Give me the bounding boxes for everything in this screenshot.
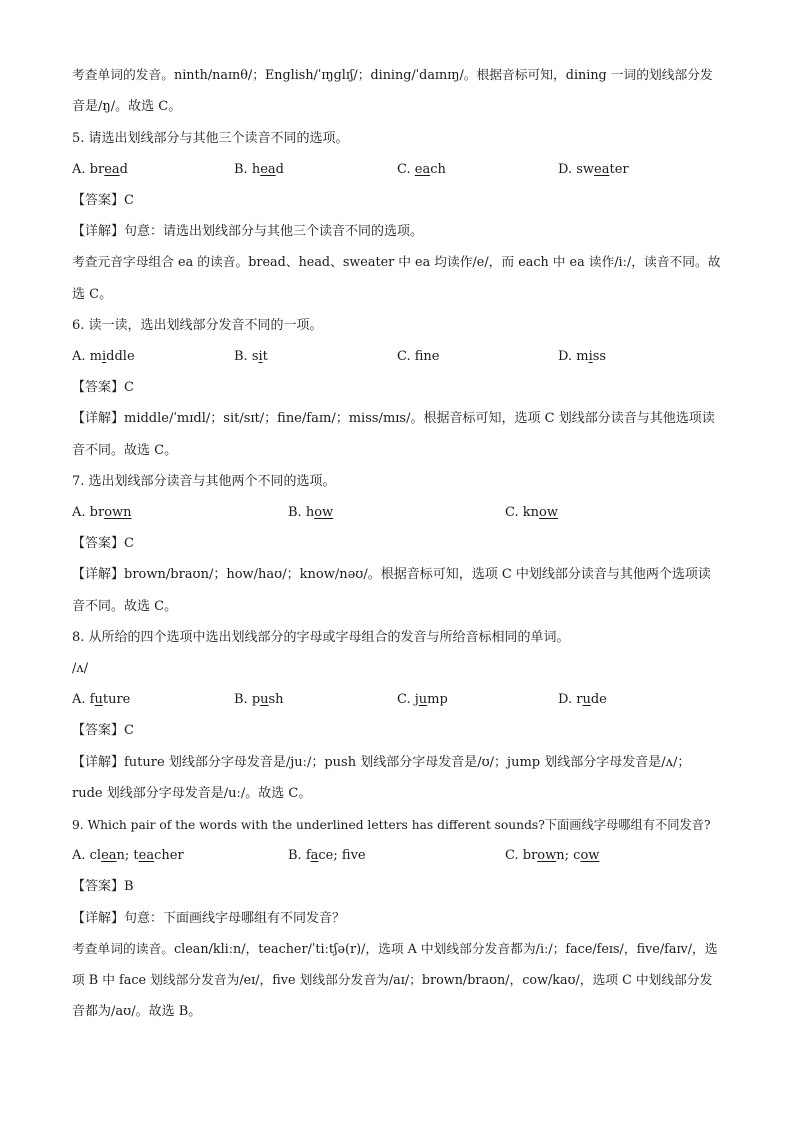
q7-option-c[interactable]: C. know: [505, 505, 558, 520]
q7-option-a[interactable]: A. brown: [72, 505, 132, 520]
q8-explanation-1: 【详解】future 划线部分字母发音是/juː/；push 划线部分字母发音是/ʊ/；jump 划线部分字母发音是/ʌ/；: [72, 755, 691, 770]
q7-stem: 7. 选出划线部分读音与其他两个不同的选项。: [72, 474, 336, 489]
q7-option-b[interactable]: B. how: [288, 505, 334, 520]
q9-option-a[interactable]: A. clean; teacher: [72, 848, 184, 863]
q7-answer: 【答案】C: [72, 536, 134, 551]
q9-explanation-3: 项 B 中 face 划线部分发音为/eɪ/，five 划线部分发音为/aɪ/；brown/braʊn/，cow/kaʊ/，选项 C 中划线部分发: [72, 973, 713, 988]
intro-line-1: 考查单词的发音。ninth/naɪnθ/；English/ˈɪŋɡlɪʃ/；dining/ˈdaɪnɪŋ/。根据音标可知，dining 一词的划线部分发: [72, 68, 713, 83]
q9-answer: 【答案】B: [72, 879, 134, 894]
q8-explanation-2: rude 划线部分字母发音是/uː/。故选 C。: [72, 786, 312, 801]
q6-option-c[interactable]: C. fne: [397, 349, 440, 364]
q8-answer: 【答案】C: [72, 723, 134, 738]
q8-option-a[interactable]: A. future: [72, 692, 131, 707]
q9-explanation-1: 【详解】句意：下面画线字母哪组有不同发音？: [72, 911, 346, 926]
q6-option-a[interactable]: A. middle: [72, 349, 135, 364]
q8-phonetic-symbol: /ʌ/: [72, 661, 89, 676]
q5-answer: 【答案】C: [72, 193, 134, 208]
q6-explanation-1: 【详解】middle/ˈmɪdl/；sit/sɪt/；fine/faɪn/；miss/mɪs/。根据音标可知，选项 C 划线部分读音与其他选项读: [72, 411, 715, 426]
intro-line-2: 音是/ŋ/。故选 C。: [72, 99, 182, 114]
q7-explanation-2: 音不同。故选 C。: [72, 599, 178, 614]
q9-option-c[interactable]: C. brown; cow: [505, 848, 600, 863]
q6-answer: 【答案】C: [72, 380, 134, 395]
q9-explanation-2: 考查单词的读音。clean/kliːn/，teacher/ˈtiːtʃə(r)/，选项 A 中划线部分发音都为/iː/；face/feɪs/，five/faɪv/，选: [72, 942, 718, 957]
q5-option-d[interactable]: D. sweater: [558, 162, 629, 177]
q8-option-c[interactable]: C. jump: [397, 692, 448, 707]
q6-option-d[interactable]: D. miss: [558, 349, 607, 364]
q8-option-d[interactable]: D. rude: [558, 692, 607, 707]
q5-option-a[interactable]: A. bread: [72, 162, 128, 177]
q6-option-b[interactable]: B. sit: [234, 349, 268, 364]
q9-stem: 9. Which pair of the words with the underlined letters has different sounds?下面画线字母哪组有不同发音?: [72, 818, 711, 832]
q5-explanation-2: 考查元音字母组合 ea 的读音。bread、head、sweater 中 ea 均读作/e/，而 each 中 ea 读作/iː/，读音不同。故: [72, 255, 721, 270]
q5-stem: 5. 请选出划线部分与其他三个读音不同的选项。: [72, 131, 349, 146]
q9-explanation-4: 音都为/aʊ/。故选 B。: [72, 1004, 202, 1019]
q8-stem: 8. 从所给的四个选项中选出划线部分的字母或字母组合的发音与所给音标相同的单词。: [72, 630, 570, 645]
q6-stem: 6. 读一读，选出划线部分发音不同的一项。: [72, 318, 323, 333]
q9-option-b[interactable]: B. face; fve: [288, 848, 366, 863]
q7-explanation-1: 【详解】brown/braʊn/；how/haʊ/；know/nəʊ/。根据音标可知，选项 C 中划线部分读音与其他两个选项读: [72, 567, 711, 582]
q6-explanation-2: 音不同。故选 C。: [72, 443, 178, 458]
q5-option-b[interactable]: B. head: [234, 162, 284, 177]
q5-option-c[interactable]: C. each: [397, 162, 446, 177]
q5-explanation-1: 【详解】句意：请选出划线部分与其他三个读音不同的选项。: [72, 224, 424, 239]
q8-option-b[interactable]: B. push: [234, 692, 284, 707]
q5-explanation-3: 选 C。: [72, 287, 113, 302]
